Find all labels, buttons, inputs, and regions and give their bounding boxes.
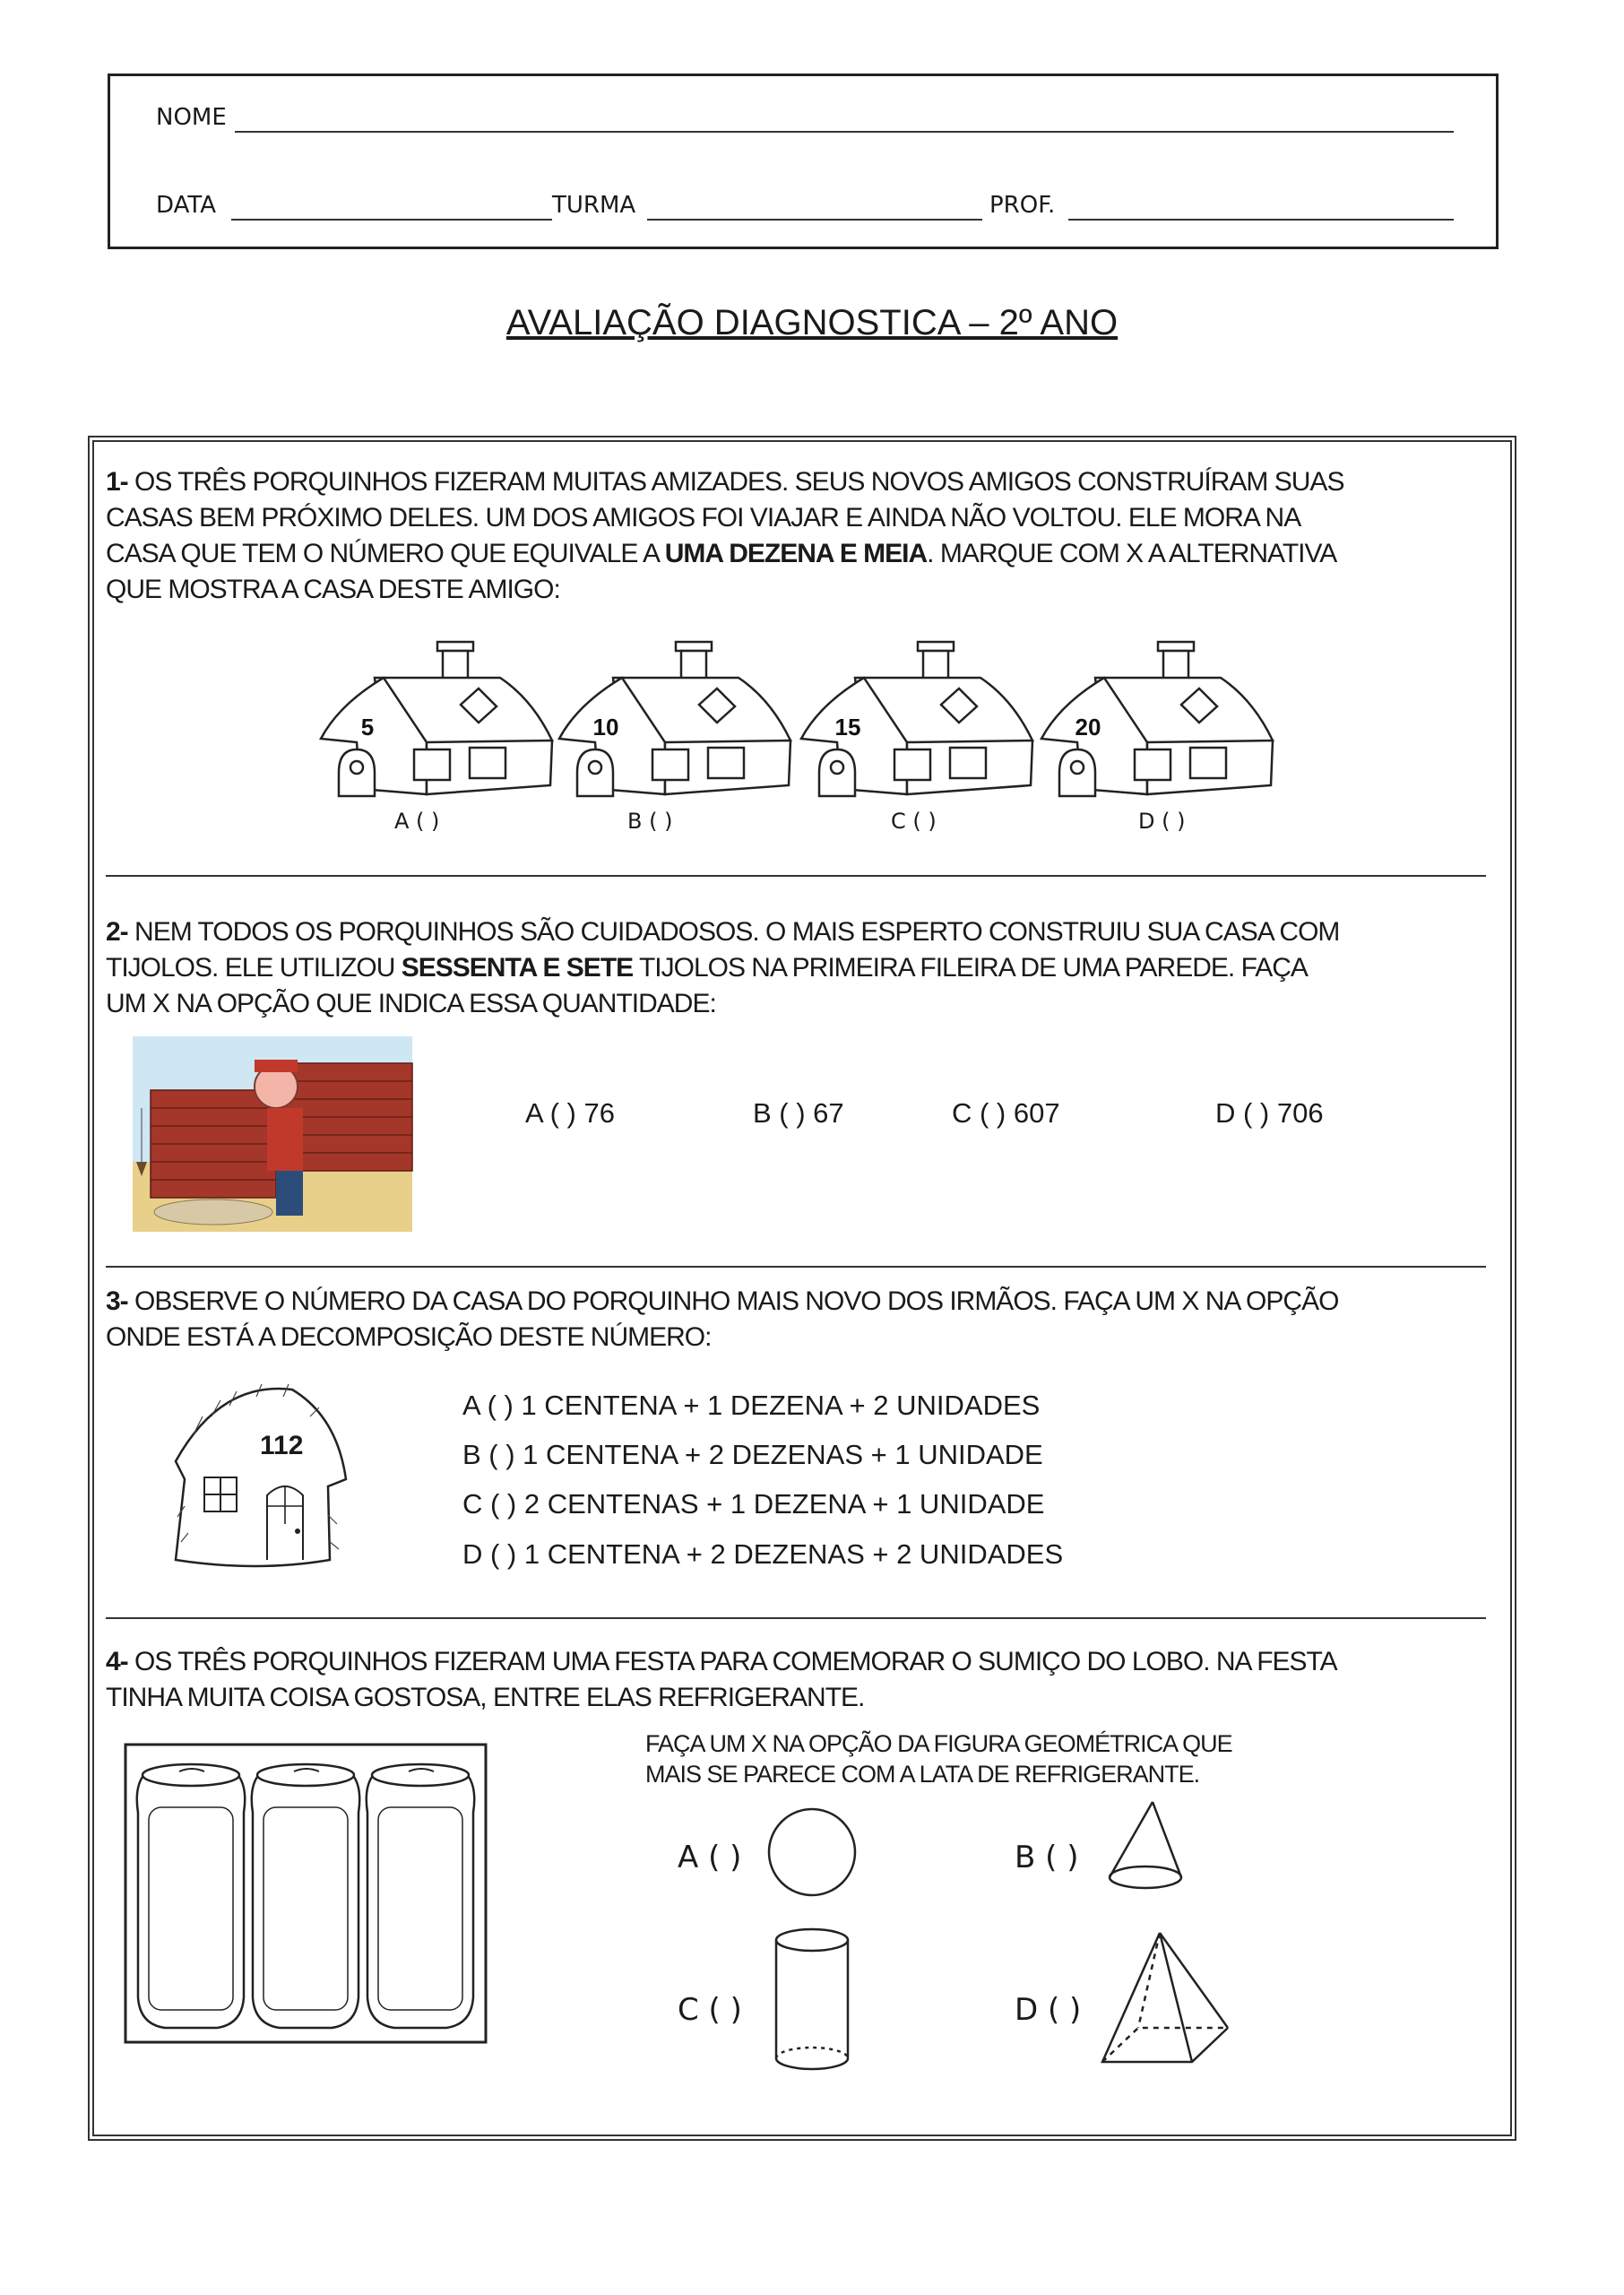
turma-label: TURMA <box>552 192 636 219</box>
house-option-c[interactable]: C ( ) <box>891 809 937 834</box>
house-option-d[interactable]: D ( ) <box>1138 809 1186 834</box>
q4-option-d[interactable]: D ( ) <box>1015 1992 1082 2028</box>
q4-text: 4- OS TRÊS PORQUINHOS FIZERAM UMA FESTA PARA COMEMORAR O SUMIÇO DO LOBO. NA FESTA TINHA MUITA COISA GOSTOSA, ENTRE ELAS REFRIGERANTE. <box>106 1647 1337 1712</box>
q4-option-a[interactable]: A ( ) <box>678 1840 742 1875</box>
pyramid-figure <box>1102 1933 1228 2062</box>
house-number: 15 <box>834 714 861 740</box>
q2-text: 2- NEM TODOS OS PORQUINHOS SÃO CUIDADOSOS. O MAIS ESPERTO CONSTRUIU SUA CASA COM TIJOLOS. ELE UTILIZOU SESSENTA E SETE TIJOLOS NA PRIMEIRA FILEIRA DE UMA PAREDE. FAÇA UM X NA OPÇÃO QUE INDICA ESSA QUANTIDADE: <box>106 917 1340 1018</box>
circle-figure <box>769 1809 855 1895</box>
q3-text: 3- OBSERVE O NÚMERO DA CASA DO PORQUINHO MAIS NOVO DOS IRMÃOS. FAÇA UM X NA OPÇÃO ONDE ESTÁ A DECOMPOSIÇÃO DESTE NÚMERO: <box>106 1286 1339 1352</box>
house-option-b[interactable]: B ( ) <box>627 809 673 834</box>
cylinder-figure <box>776 1929 848 2069</box>
house-number-112: 112 <box>260 1431 304 1460</box>
house-number: 20 <box>1075 714 1101 740</box>
q3-option-b[interactable]: B ( ) 1 CENTENA + 2 DEZENAS + 1 UNIDADE <box>462 1439 1043 1470</box>
q4-option-c[interactable]: C ( ) <box>678 1992 742 2028</box>
house-number: 5 <box>360 714 375 740</box>
q2-option-b[interactable]: B ( ) 67 <box>753 1097 844 1129</box>
q1-text: 1- OS TRÊS PORQUINHOS FIZERAM MUITAS AMIZADES. SEUS NOVOS AMIGOS CONSTRUÍRAM SUAS CASAS BEM PRÓXIMO DELES. UM DOS AMIGOS FOI VIAJAR E AINDA NÃO VOLTOU. ELE MORA NA CASA QUE TEM O NÚMERO QUE EQUIVALE A UMA DEZENA E MEIA. MARQUE COM X A ALTERNATIVA QUE MOSTRA A CASA DESTE AMIGO: <box>106 467 1344 604</box>
q4-instruction: FAÇA UM X NA OPÇÃO DA FIGURA GEOMÉTRICA QUE MAIS SE PARECE COM A LATA DE REFRIGERANTE. <box>645 1730 1232 1788</box>
house-number: 10 <box>592 714 619 740</box>
q2-option-d[interactable]: D ( ) 706 <box>1215 1097 1324 1129</box>
cone-figure <box>1110 1802 1181 1888</box>
data-label: DATA <box>156 192 216 219</box>
prof-label: PROF. <box>989 192 1056 219</box>
q3-option-d[interactable]: D ( ) 1 CENTENA + 2 DEZENAS + 2 UNIDADES <box>462 1538 1064 1570</box>
house-option-a[interactable]: A ( ) <box>394 809 440 834</box>
nome-label: NOME <box>156 104 227 131</box>
page-title: AVALIAÇÃO DIAGNOSTICA – 2º ANO <box>505 303 1119 342</box>
q3-option-c[interactable]: C ( ) 2 CENTENAS + 1 DEZENA + 1 UNIDADE <box>462 1488 1045 1520</box>
q2-option-a[interactable]: A ( ) 76 <box>525 1097 615 1129</box>
q3-option-a[interactable]: A ( ) 1 CENTENA + 1 DEZENA + 2 UNIDADES <box>462 1390 1041 1421</box>
q4-option-b[interactable]: B ( ) <box>1015 1840 1079 1875</box>
q2-option-c[interactable]: C ( ) 607 <box>952 1097 1060 1129</box>
